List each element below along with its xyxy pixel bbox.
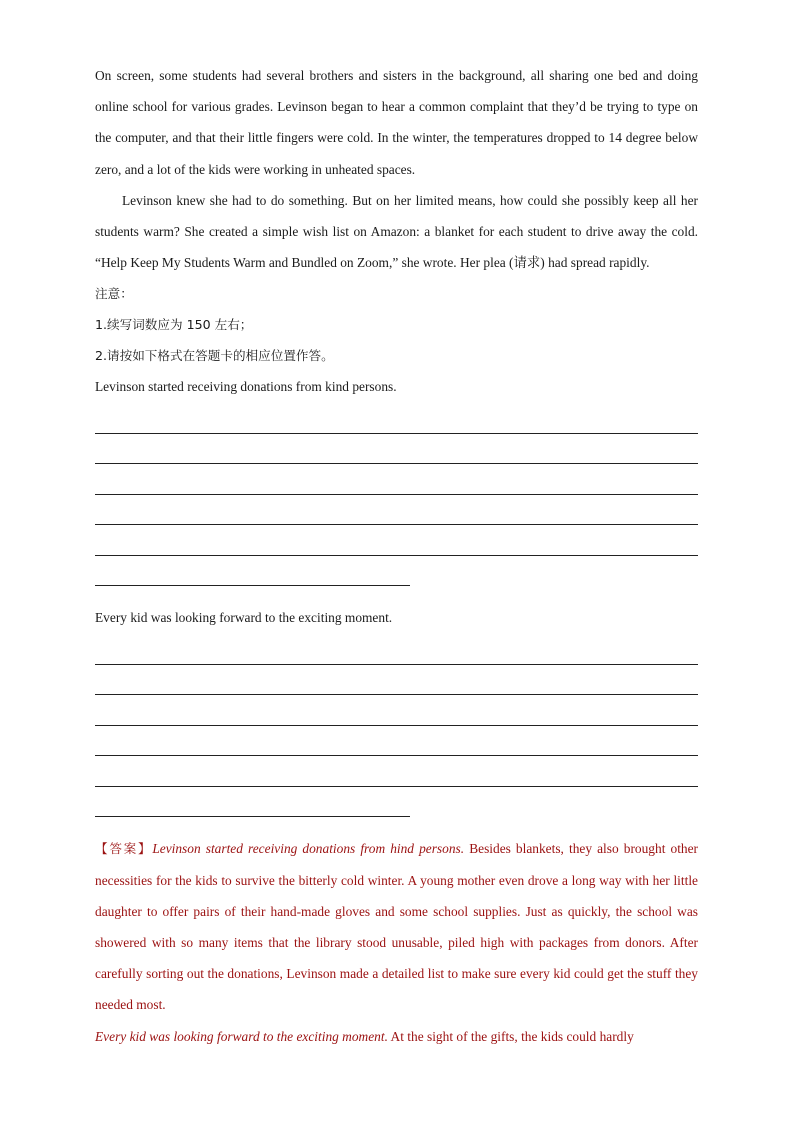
notes-item-1: 1.续写词数应为 150 左右； [95, 317, 253, 333]
continuation-prompt-1: Levinson started receiving donations from kind persons. [95, 379, 397, 395]
answer-paragraph-2 [95, 1021, 698, 1052]
writing-line [95, 464, 698, 495]
writing-line-short [95, 556, 410, 587]
continuation-prompt-2: Every kid was looking forward to the exciting moment. [95, 610, 393, 626]
writing-line [95, 695, 698, 726]
answer-lines-2 [95, 634, 698, 817]
writing-line [95, 665, 698, 696]
writing-line [95, 634, 698, 665]
answer-body-2: At the sight of the gifts, the kids could hardly [387, 1028, 634, 1044]
answer-lead-sentence-2: Every kid was looking forward to the exciting moment. [95, 1028, 388, 1044]
passage-paragraph-1: On screen, some students had several brothers and sisters in the background, all sharing one bed and doing online school for various grades. Levinson began to hear a common complaint that they’d be trying to type on the computer, and that their little fingers were cold. In the winter, the temperatures dropped to 14 degree below zero, and a lot of the kids were working in unheated spaces. [95, 68, 698, 177]
notes-item-2: 2.请按如下格式在答题卡的相应位置作答。 [95, 348, 334, 364]
answer-body-1: Besides blankets, they also brought other necessities for the kids to survive the bitterly cold winter. A young mother even drove a long way with her little daughter to offer pairs of their hand-made gloves and some school supplies. Just as quickly, the school was showered with so many items that the library stood unusable, piled high with packages from donors. After carefully sorting out the donations, Levinson made a detailed list to make sure every kid could get the stuff they needed most. [95, 841, 699, 1013]
answer-tag: 【答案】 [95, 841, 153, 857]
writing-line [95, 756, 698, 787]
passage-paragraph-2: Levinson knew she had to do something. But on her limited means, how could she possibly keep all her students warm? She created a simple wish list on Amazon: a blanket for each student to drive away the cold. “Help Keep My Students Warm and Bundled on Zoom,” she wrote. Her plea (请求) had spread rapidly. [95, 192, 698, 271]
writing-line [95, 434, 698, 465]
writing-line [95, 495, 698, 526]
answer-paragraph-1 [95, 833, 698, 1020]
document-page [95, 60, 698, 1052]
answer-lead-sentence-1: Levinson started receiving donations from hind persons. [152, 841, 465, 857]
answer-lines-1 [95, 403, 698, 586]
notes-heading: 注意： [95, 286, 133, 302]
writing-line [95, 726, 698, 757]
writing-line-short [95, 787, 410, 818]
writing-line [95, 403, 698, 434]
writing-line [95, 525, 698, 556]
